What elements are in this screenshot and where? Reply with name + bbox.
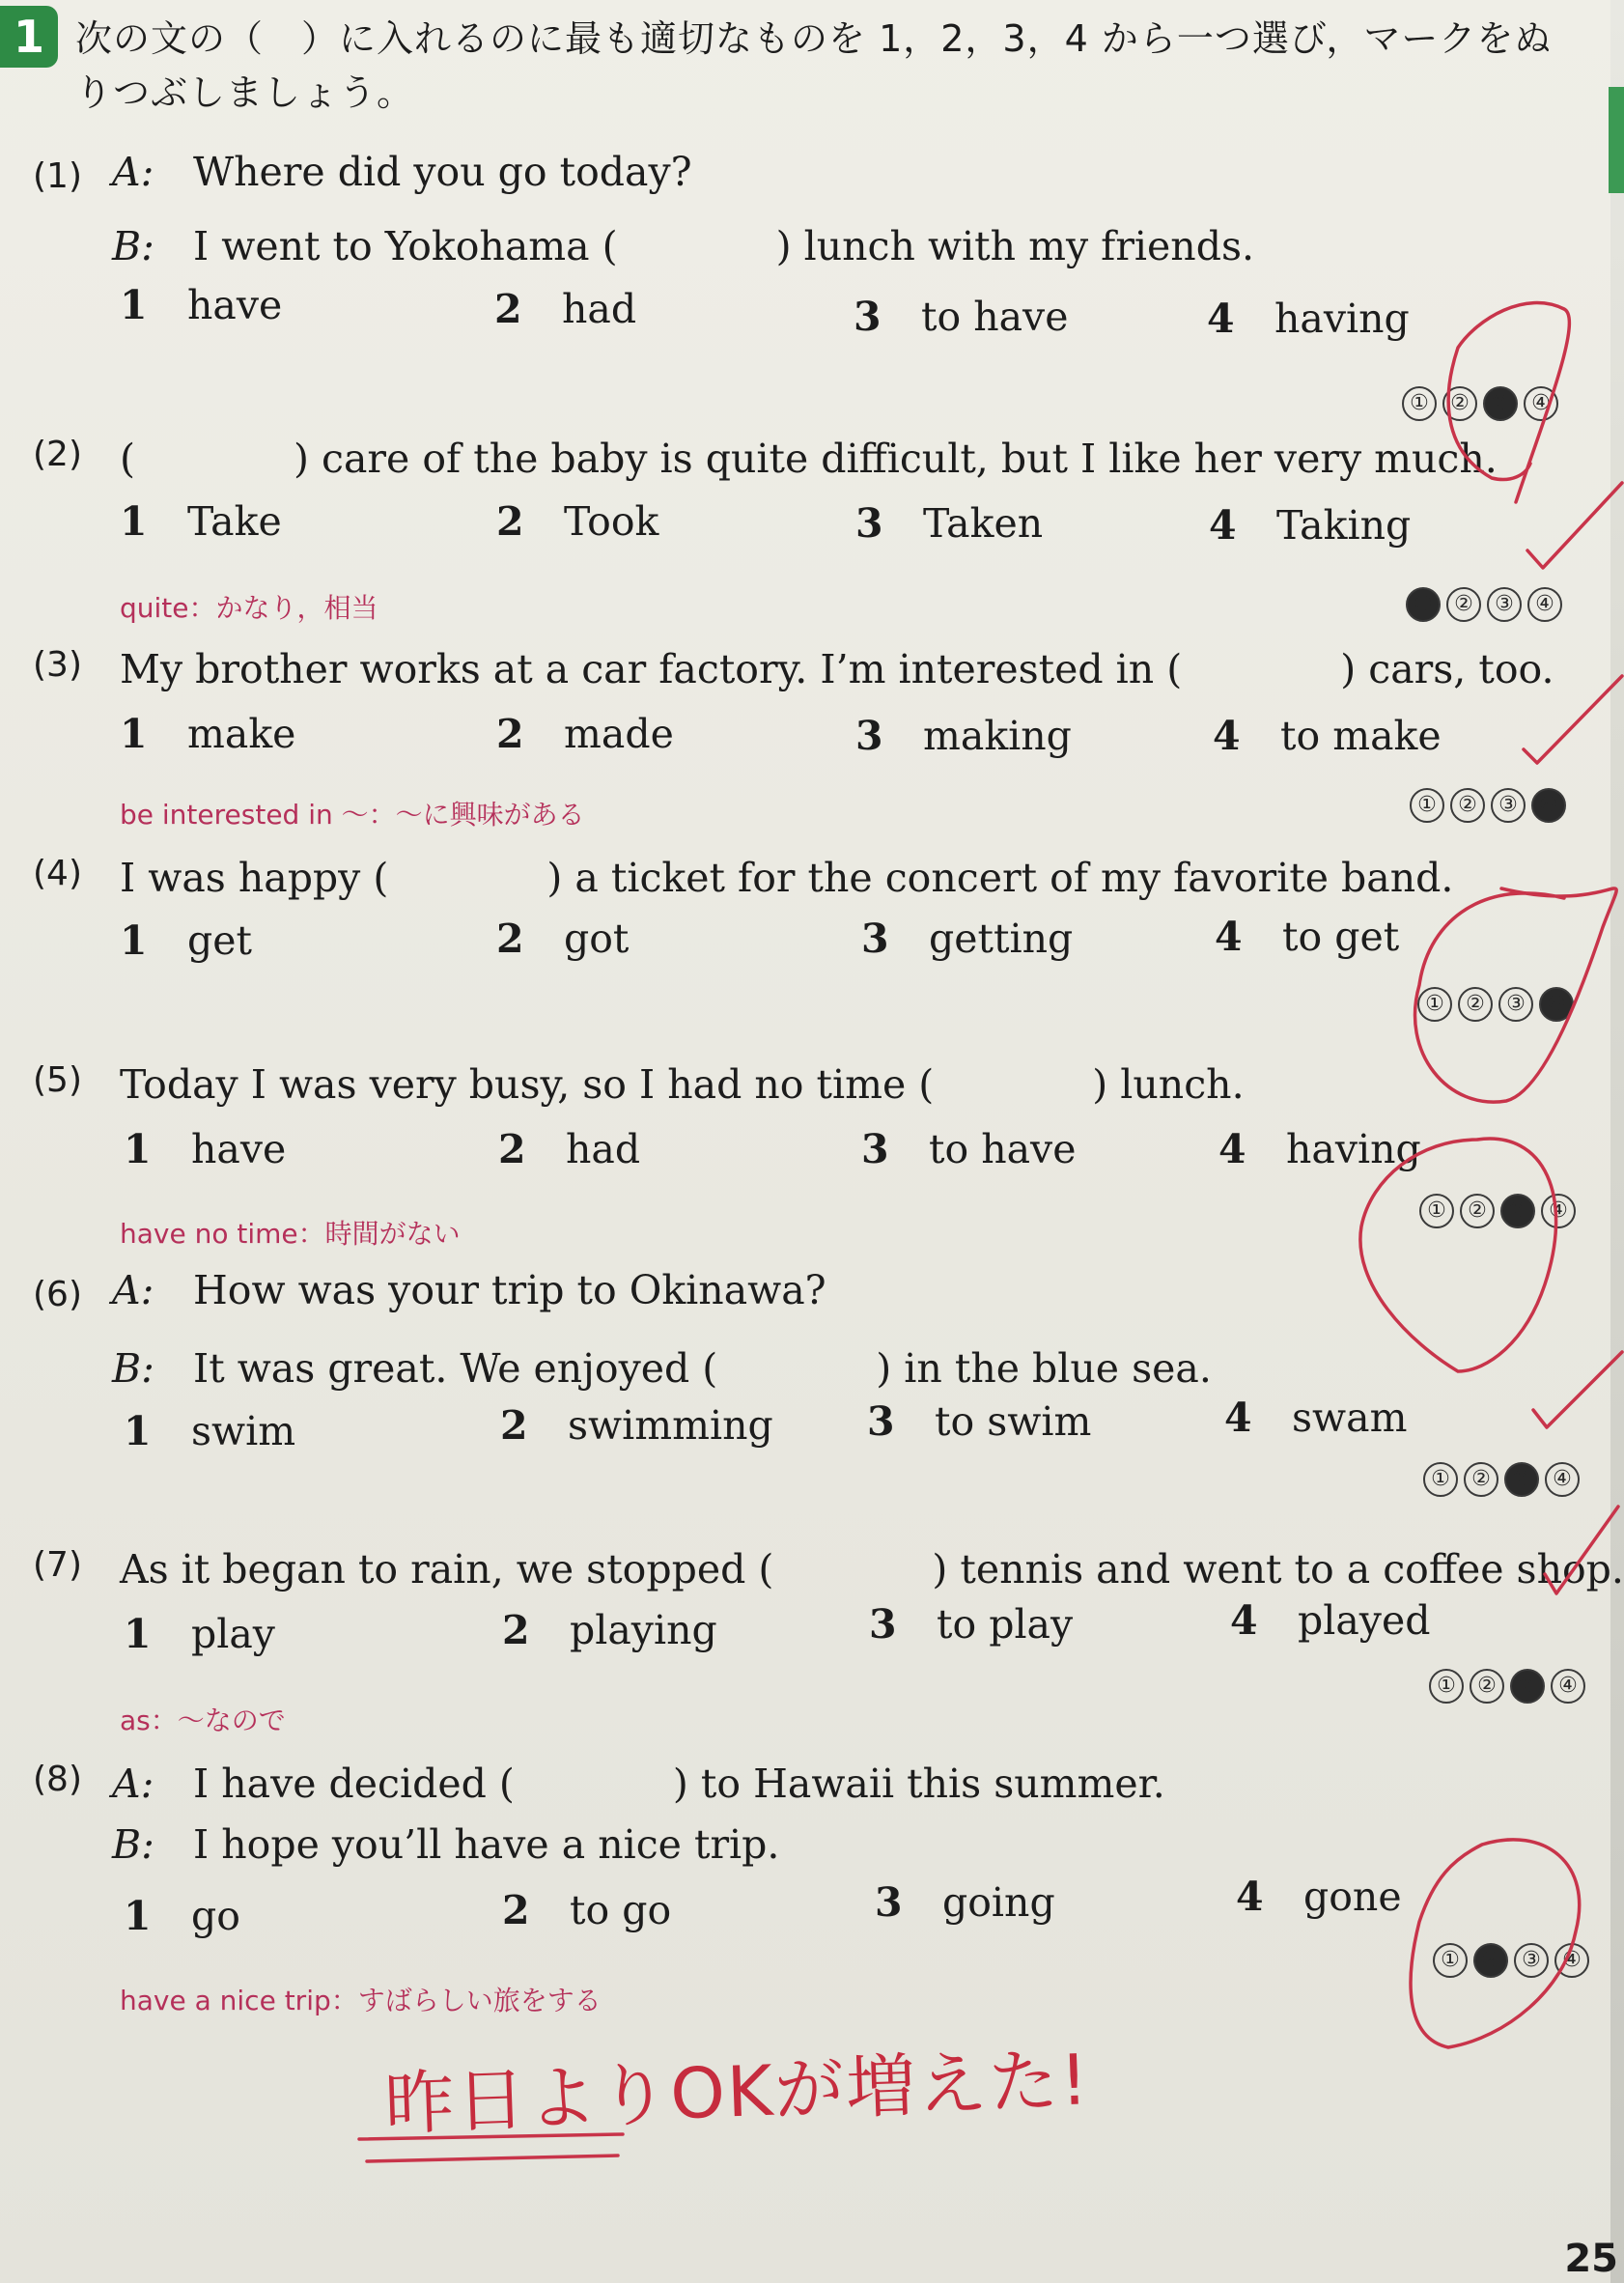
choice-text: going — [942, 1879, 1055, 1926]
choice-number: 4 — [1218, 1126, 1246, 1172]
question-number: (4) — [33, 854, 82, 893]
handwritten-note: 昨日よりOKが増えた! — [382, 2039, 1092, 2145]
question-number: (2) — [33, 435, 82, 474]
choice-number: 3 — [869, 1601, 897, 1648]
answer-choice — [500, 1402, 773, 1449]
answer-bubbles — [1406, 587, 1562, 622]
answer-bubbles — [1402, 386, 1558, 421]
answer-choice — [861, 916, 1073, 962]
answer-choice — [120, 917, 252, 964]
answer-choice — [496, 916, 629, 962]
choice-text: playing — [570, 1607, 717, 1653]
section-header — [0, 0, 1603, 145]
choice-number: 4 — [1213, 713, 1241, 759]
speaker-label: B: — [112, 223, 154, 269]
answer-bubble-filled[interactable]: ① — [1406, 587, 1441, 622]
choice-number: 1 — [120, 917, 148, 964]
answer-bubble-filled[interactable]: ③ — [1483, 386, 1518, 421]
choice-number: 3 — [875, 1879, 903, 1926]
answer-choice — [120, 498, 282, 545]
choice-number: 4 — [1209, 502, 1237, 549]
choice-number: 3 — [867, 1398, 895, 1445]
choice-number: 2 — [494, 286, 522, 332]
answer-bubble[interactable]: ① — [1417, 987, 1452, 1022]
answer-bubble[interactable]: ② — [1442, 386, 1477, 421]
choice-text: gone — [1303, 1874, 1402, 1920]
vocab-note: be interested in ～：～に興味がある — [120, 799, 585, 831]
answer-choice — [1218, 1126, 1421, 1172]
question-number: (7) — [33, 1545, 82, 1585]
section-tab — [1609, 87, 1624, 193]
question-text: Today I was very busy, so I had no time ( ) lunch. — [120, 1061, 1245, 1108]
answer-bubble[interactable]: ① — [1429, 1669, 1464, 1704]
question-line — [112, 1267, 826, 1313]
choice-number: 4 — [1207, 296, 1235, 342]
answer-choice — [120, 711, 295, 757]
choice-number: 1 — [124, 1611, 152, 1657]
answer-bubble[interactable]: ② — [1470, 1669, 1504, 1704]
answer-bubble[interactable]: ④ — [1541, 1194, 1576, 1228]
answer-bubbles — [1410, 788, 1566, 823]
choice-text: make — [187, 711, 296, 757]
question-line — [112, 1821, 779, 1868]
answer-bubbles — [1429, 1669, 1585, 1704]
answer-bubble-filled[interactable]: ② — [1473, 1943, 1508, 1978]
speaker-label: A: — [112, 1267, 154, 1313]
question-text: I have decided ( ) to Hawaii this summer. — [193, 1761, 1165, 1807]
answer-bubble[interactable]: ③ — [1514, 1943, 1549, 1978]
question-line — [120, 846, 1453, 903]
choice-text: to go — [570, 1887, 672, 1933]
choice-number: 2 — [502, 1887, 530, 1933]
answer-bubbles — [1423, 1462, 1580, 1497]
question-text: As it began to rain, we stopped ( ) tennis and went to a coffee shop. — [120, 1546, 1624, 1592]
question-text: I hope you’ll have a nice trip. — [193, 1821, 780, 1868]
choice-text: to get — [1282, 914, 1400, 960]
choice-number: 4 — [1230, 1597, 1258, 1644]
choice-text: played — [1298, 1597, 1431, 1644]
question-line — [112, 1337, 1212, 1394]
choice-text: to have — [929, 1126, 1077, 1172]
question-number: (5) — [33, 1060, 82, 1100]
answer-choice — [124, 1408, 295, 1454]
answer-choice — [867, 1398, 1091, 1445]
choice-number: 1 — [120, 711, 148, 757]
choice-text: got — [564, 916, 630, 962]
choice-number: 2 — [496, 916, 524, 962]
speaker-label: A: — [112, 149, 154, 195]
question-text: ( ) care of the baby is quite difficult, but I like her very much. — [120, 436, 1498, 482]
question-number: (6) — [33, 1275, 82, 1314]
choice-text: have — [187, 282, 283, 328]
choice-text: had — [566, 1126, 641, 1172]
question-text: How was your trip to Okinawa? — [193, 1267, 826, 1313]
choice-text: having — [1286, 1126, 1421, 1172]
answer-bubbles — [1417, 987, 1574, 1022]
choice-text: getting — [929, 916, 1074, 962]
answer-choice — [869, 1601, 1073, 1648]
speaker-label: B: — [112, 1821, 154, 1868]
choice-text: have — [191, 1126, 287, 1172]
choice-text: play — [191, 1611, 275, 1657]
choice-text: making — [923, 713, 1072, 759]
choice-number: 1 — [120, 498, 148, 545]
question-text: I went to Yokohama ( ) lunch with my friends. — [193, 223, 1255, 269]
choice-text: to have — [921, 294, 1069, 340]
speaker-label: B: — [112, 1345, 154, 1392]
answer-bubble[interactable]: ② — [1446, 587, 1481, 622]
question-text: I was happy ( ) a ticket for the concert of my favorite band. — [120, 855, 1454, 901]
question-line — [120, 1537, 1624, 1594]
answer-choice — [855, 713, 1072, 759]
answer-bubble[interactable]: ① — [1433, 1943, 1468, 1978]
answer-choice — [1215, 914, 1399, 960]
answer-bubble[interactable]: ① — [1410, 788, 1444, 823]
vocab-note: as：～なので — [120, 1705, 286, 1736]
answer-choice — [502, 1887, 671, 1933]
answer-choice — [861, 1126, 1076, 1172]
choice-number: 3 — [861, 916, 889, 962]
choice-number: 3 — [855, 500, 883, 547]
answer-choice — [1209, 502, 1411, 549]
answer-bubbles — [1433, 1943, 1589, 1978]
answer-choice — [496, 498, 658, 545]
answer-bubble-filled[interactable]: ③ — [1504, 1462, 1539, 1497]
answer-bubble[interactable]: ④ — [1524, 386, 1558, 421]
choice-text: Took — [564, 498, 659, 545]
answer-choice — [124, 1611, 275, 1657]
answer-bubble[interactable]: ② — [1458, 987, 1493, 1022]
choice-text: Take — [187, 498, 282, 545]
answer-bubble-filled[interactable]: ③ — [1510, 1669, 1545, 1704]
choice-text: had — [562, 286, 637, 332]
answer-choice — [120, 282, 282, 328]
answer-choice — [875, 1879, 1055, 1926]
choice-number: 1 — [124, 1893, 152, 1939]
question-line — [120, 637, 1554, 694]
question-text: My brother works at a car factory. I’m interested in ( ) cars, too. — [120, 646, 1554, 692]
choice-number: 2 — [496, 711, 524, 757]
section-number-badge: 1 — [0, 6, 58, 68]
answer-bubble[interactable]: ④ — [1551, 1669, 1585, 1704]
choice-number: 1 — [124, 1408, 152, 1454]
answer-bubble[interactable]: ① — [1423, 1462, 1458, 1497]
vocab-note: have a nice trip：すばらしい旅をする — [120, 1985, 602, 2016]
choice-text: to play — [937, 1601, 1074, 1648]
answer-choice — [124, 1893, 240, 1939]
answer-choice — [1236, 1874, 1402, 1920]
question-number: (8) — [33, 1760, 82, 1799]
choice-number: 2 — [502, 1607, 530, 1653]
speaker-label: A: — [112, 1761, 154, 1807]
question-line — [112, 214, 1254, 271]
choice-text: get — [187, 917, 252, 964]
choice-text: to swim — [935, 1398, 1092, 1445]
answer-choice — [854, 294, 1068, 340]
choice-number: 2 — [496, 498, 524, 545]
choice-number: 4 — [1224, 1395, 1252, 1441]
answer-bubble[interactable]: ④ — [1527, 587, 1562, 622]
choice-text: made — [564, 711, 674, 757]
answer-bubble[interactable]: ③ — [1498, 987, 1533, 1022]
question-line — [120, 1053, 1245, 1110]
answer-bubbles — [1419, 1194, 1576, 1228]
answer-bubble-filled[interactable]: ③ — [1500, 1194, 1535, 1228]
question-number: (3) — [33, 645, 82, 685]
answer-choice — [1224, 1395, 1407, 1441]
answer-choice — [502, 1607, 717, 1653]
choice-number: 1 — [120, 282, 148, 328]
choice-number: 3 — [855, 713, 883, 759]
choice-text: Taken — [923, 500, 1044, 547]
choice-text: having — [1274, 296, 1410, 342]
answer-bubble[interactable]: ① — [1419, 1194, 1454, 1228]
answer-bubble[interactable]: ③ — [1491, 788, 1526, 823]
answer-bubble[interactable]: ② — [1450, 788, 1485, 823]
choice-number: 3 — [854, 294, 882, 340]
choice-text: swam — [1292, 1395, 1408, 1441]
answer-bubble[interactable]: ① — [1402, 386, 1437, 421]
choice-text: to make — [1280, 713, 1442, 759]
choice-text: Taking — [1276, 502, 1412, 549]
question-line — [112, 1752, 1165, 1809]
answer-choice — [494, 286, 636, 332]
instruction-text: 次の文の（ ）に入れるのに最も適切なものを 1，2，3，4 から一つ選び，マークをぬりつぶしましょう。 — [75, 17, 1553, 114]
answer-bubble-filled[interactable]: ④ — [1531, 788, 1566, 823]
answer-bubble[interactable]: ④ — [1545, 1462, 1580, 1497]
choice-number: 2 — [498, 1126, 526, 1172]
vocab-note: have no time：時間がない — [120, 1218, 461, 1250]
question-number: (1) — [33, 156, 82, 196]
choice-number: 1 — [124, 1126, 152, 1172]
answer-bubble[interactable]: ② — [1464, 1462, 1498, 1497]
vocab-note: quite：かなり，相当 — [120, 592, 378, 624]
answer-choice — [496, 711, 674, 757]
question-line — [112, 149, 692, 195]
choice-text: swim — [191, 1408, 296, 1454]
choice-number: 4 — [1236, 1874, 1264, 1920]
answer-choice — [855, 500, 1043, 547]
page-edge — [1610, 0, 1624, 2283]
answer-choice — [124, 1126, 286, 1172]
choice-number: 2 — [500, 1402, 528, 1449]
question-line — [120, 427, 1498, 484]
answer-bubble[interactable]: ③ — [1487, 587, 1522, 622]
answer-choice — [1230, 1597, 1430, 1644]
choice-number: 3 — [861, 1126, 889, 1172]
answer-choice — [1207, 296, 1410, 342]
answer-bubble[interactable]: ② — [1460, 1194, 1495, 1228]
question-text: It was great. We enjoyed ( ) in the blue sea. — [193, 1345, 1212, 1392]
question-text: Where did you go today? — [193, 149, 692, 195]
choice-text: swimming — [568, 1402, 773, 1449]
answer-choice — [1213, 713, 1442, 759]
answer-bubble[interactable]: ④ — [1554, 1943, 1589, 1978]
choice-number: 4 — [1215, 914, 1243, 960]
answer-bubble-filled[interactable]: ④ — [1539, 987, 1574, 1022]
choice-text: go — [191, 1893, 240, 1939]
answer-choice — [498, 1126, 640, 1172]
page-number: 25 — [1564, 2237, 1618, 2281]
